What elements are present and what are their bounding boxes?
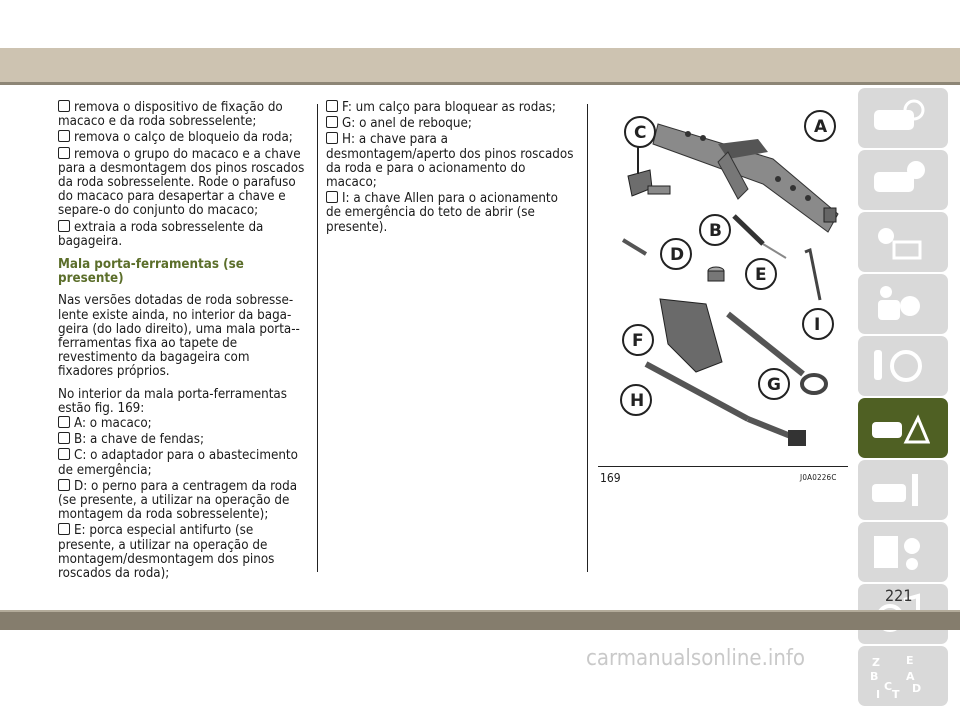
figure-label-a: A — [814, 117, 828, 137]
right-column — [326, 100, 576, 236]
tab-breakdown[interactable] — [858, 398, 948, 458]
wheel-chock-drawing — [660, 299, 722, 372]
index-icon — [870, 654, 936, 700]
pin-drawing — [623, 240, 646, 254]
list-item-text: B: a chave de fendas; — [74, 432, 204, 448]
list-item — [326, 100, 576, 115]
list-item — [58, 100, 308, 129]
paragraph: No interior da mala porta-ferramentas estão fig. 169: — [58, 386, 287, 416]
list-item-text: F: um calço para bloquear as rodas; — [342, 100, 556, 115]
list-item-text: extraia a roda sobresselente da bagageira. — [58, 219, 264, 249]
tab-warning-lights[interactable] — [858, 212, 948, 272]
adaptor-drawing — [628, 142, 670, 196]
list-item — [58, 147, 308, 219]
index-letter: Z — [872, 656, 880, 669]
list-item — [326, 116, 576, 131]
specs-icon — [870, 530, 930, 574]
checkbox-bullet-icon — [326, 100, 338, 112]
checkbox-bullet-icon — [326, 191, 338, 203]
tab-index[interactable] — [858, 646, 948, 706]
list-item-text: C: o adaptador para o abastecimento de emergência; — [58, 448, 298, 478]
tab-specs[interactable] — [858, 522, 948, 582]
list-item-text: H: a chave para a desmontagem/aperto dos pinos roscados da roda e para o acionamento do macaco; — [326, 132, 574, 191]
breakdown-icon — [870, 406, 930, 450]
index-letter: B — [870, 670, 879, 683]
figure-label-e: E — [755, 265, 767, 285]
checkbox-bullet-icon — [58, 130, 70, 142]
index-letter: I — [876, 688, 881, 700]
page-number: 221 — [885, 586, 913, 605]
index-letter: E — [906, 654, 914, 667]
list-item-text: I: a chave Allen para o acionamento de emergência do teto de abrir (se presente). — [326, 191, 558, 235]
list-item-text: D: o perno para a centragem da roda (se presente, a utilizar na operação de montagem da roda sobresselente); — [58, 478, 298, 523]
figure-code: J0A0226C — [800, 473, 837, 482]
checkbox-bullet-icon — [58, 432, 70, 444]
list-item — [58, 479, 308, 523]
watermark: carmanualsonline.info — [586, 646, 805, 671]
tab-car-info[interactable] — [858, 150, 948, 210]
tab-car-search[interactable] — [858, 88, 948, 148]
list-item — [58, 130, 308, 145]
header-band — [0, 48, 960, 82]
figure-label-g: G — [767, 375, 781, 395]
figure-label-i: I — [814, 315, 821, 335]
list-item-text: A: o macaco; — [74, 416, 152, 432]
list-item-text: remova o calço de bloqueio da roda; — [74, 130, 293, 146]
checkbox-bullet-icon — [326, 132, 338, 144]
list-item — [58, 523, 308, 581]
index-letter: T — [892, 688, 900, 700]
figure-number: 169 — [600, 471, 621, 485]
tab-airbag[interactable] — [858, 274, 948, 334]
figure-label-h: H — [630, 391, 645, 411]
figure-label-f: F — [632, 331, 644, 351]
checkbox-bullet-icon — [58, 448, 70, 460]
checkbox-bullet-icon — [58, 100, 70, 112]
list-item — [326, 191, 576, 235]
checkbox-bullet-icon — [58, 479, 70, 491]
column-divider — [317, 104, 318, 572]
jack-drawing — [653, 124, 838, 232]
checkbox-bullet-icon — [58, 523, 70, 535]
tool-kit-illustration — [598, 104, 848, 466]
service-icon — [870, 468, 930, 512]
index-letter: D — [912, 682, 922, 695]
header-rule — [0, 82, 960, 85]
car-search-icon — [870, 96, 930, 140]
paragraph: Nas versões dotadas de roda sobresse-lente existe ainda, no interior da baga-geira (do lado direito), uma mala porta--ferramentas fixa ao tapete de revestimento da bagageira com fixadores próprios. — [58, 293, 300, 380]
list-item — [58, 220, 308, 249]
list-item-text: E: porca especial antifurto (se presente, a utilizar na operação de montagem/desmontagem dos pinos roscados da roda); — [58, 523, 275, 582]
figure-label-b: B — [709, 221, 722, 241]
tab-steering[interactable] — [858, 336, 948, 396]
figure-label-c: C — [634, 123, 647, 143]
footer-band — [0, 612, 960, 630]
list-item-text: remova o dispositivo de fixação do macaco e da roda sobresselente; — [58, 100, 283, 130]
checkbox-bullet-icon — [58, 220, 70, 232]
list-item — [58, 432, 308, 447]
checkbox-bullet-icon — [326, 116, 338, 128]
figure-label-d: D — [670, 245, 685, 265]
index-letter: A — [906, 670, 915, 683]
column-divider — [587, 104, 588, 572]
warning-lights-icon — [870, 220, 930, 264]
screwdriver-drawing — [734, 216, 786, 258]
antitheft-nut-drawing — [708, 267, 724, 281]
list-item — [326, 132, 576, 190]
figure-bottom-rule — [598, 466, 848, 467]
left-column — [58, 100, 308, 582]
index-letter: C — [884, 680, 893, 693]
checkbox-bullet-icon — [58, 416, 70, 428]
section-title: Mala porta-ferramentas (se presente) — [58, 257, 244, 287]
checkbox-bullet-icon — [58, 147, 70, 159]
airbag-icon — [870, 282, 930, 326]
car-info-icon — [870, 158, 930, 202]
tab-service[interactable] — [858, 460, 948, 520]
list-item — [58, 416, 308, 431]
list-item — [58, 448, 308, 477]
list-item-text: remova o grupo do macaco e a chave para a desmontagem dos pinos roscados da roda sobresselente. Rode o parafuso do macaco para desapertar a chave e separe-o do conjunto do macaco; — [58, 146, 305, 219]
steering-icon — [870, 344, 930, 388]
tool-kit-figure — [598, 104, 848, 468]
allen-key-drawing — [805, 250, 820, 300]
list-item-text: G: o anel de reboque; — [342, 116, 472, 132]
